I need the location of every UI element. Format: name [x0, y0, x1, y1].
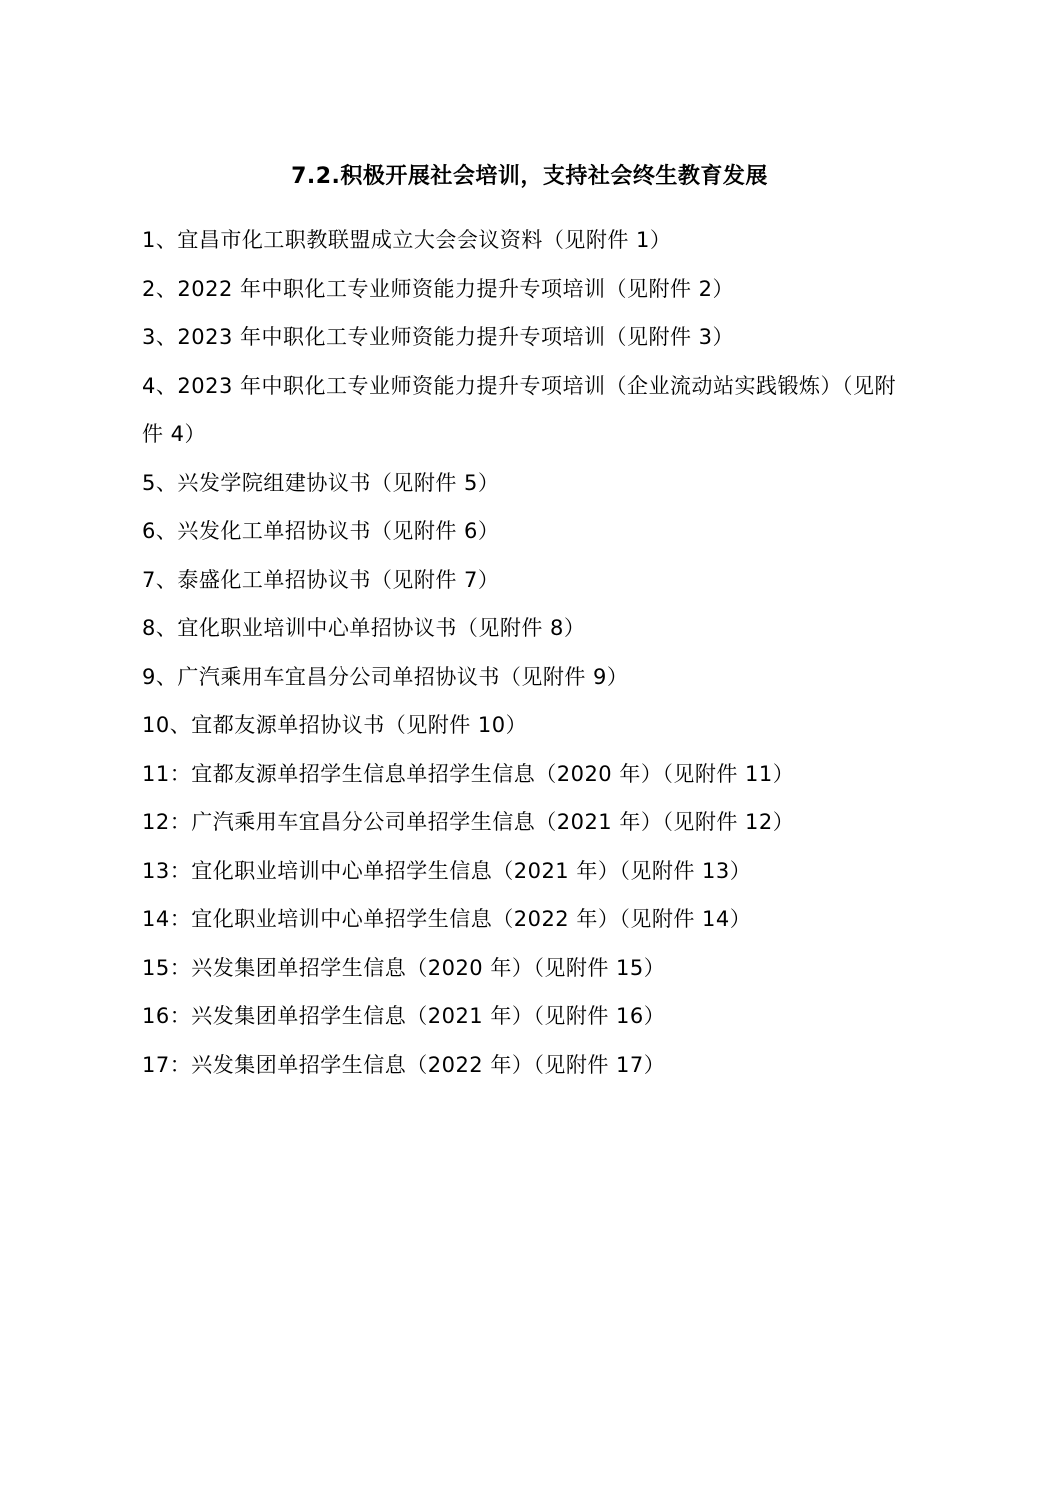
list-item: 15：兴发集团单招学生信息（2020 年）（见附件 15） — [142, 955, 666, 980]
list-item: 3、2023 年中职化工专业师资能力提升专项培训（见附件 3） — [142, 325, 735, 349]
list-item: 1、宜昌市化工职教联盟成立大会会议资料（见附件 1） — [142, 228, 672, 252]
list-item: 9、广汽乘用车宜昌分公司单招协议书（见附件 9） — [142, 664, 629, 689]
list-item: 17：兴发集团单招学生信息（2022 年）（见附件 17） — [142, 1052, 666, 1077]
list-item: 6、兴发化工单招协议书（见附件 6） — [142, 519, 500, 543]
list-item: 4、2023 年中职化工专业师资能力提升专项培训（企业流动站实践锻炼）（见附件 4） — [142, 373, 896, 446]
list-item: 10、宜都友源单招协议书（见附件 10） — [142, 713, 528, 737]
page-title: 7.2.积极开展社会培训，支持社会终生教育发展 — [291, 164, 768, 189]
list-item: 12：广汽乘用车宜昌分公司单招学生信息（2021 年）（见附件 12） — [142, 810, 795, 834]
list-item: 7、泰盛化工单招协议书（见附件 7） — [142, 567, 500, 592]
attachment-list — [142, 216, 902, 1089]
list-item: 16：兴发集团单招学生信息（2021 年）（见附件 16） — [142, 1004, 666, 1028]
list-item: 5、兴发学院组建协议书（见附件 5） — [142, 470, 500, 495]
list-item: 8、宜化职业培训中心单招协议书（见附件 8） — [142, 616, 586, 640]
list-item: 2、2022 年中职化工专业师资能力提升专项培训（见附件 2） — [142, 276, 735, 301]
list-item: 14：宜化职业培训中心单招学生信息（2022 年）（见附件 14） — [142, 907, 752, 931]
list-item: 11：宜都友源单招学生信息单招学生信息（2020 年）（见附件 11） — [142, 761, 795, 786]
list-item: 13：宜化职业培训中心单招学生信息（2021 年）（见附件 13） — [142, 858, 752, 883]
